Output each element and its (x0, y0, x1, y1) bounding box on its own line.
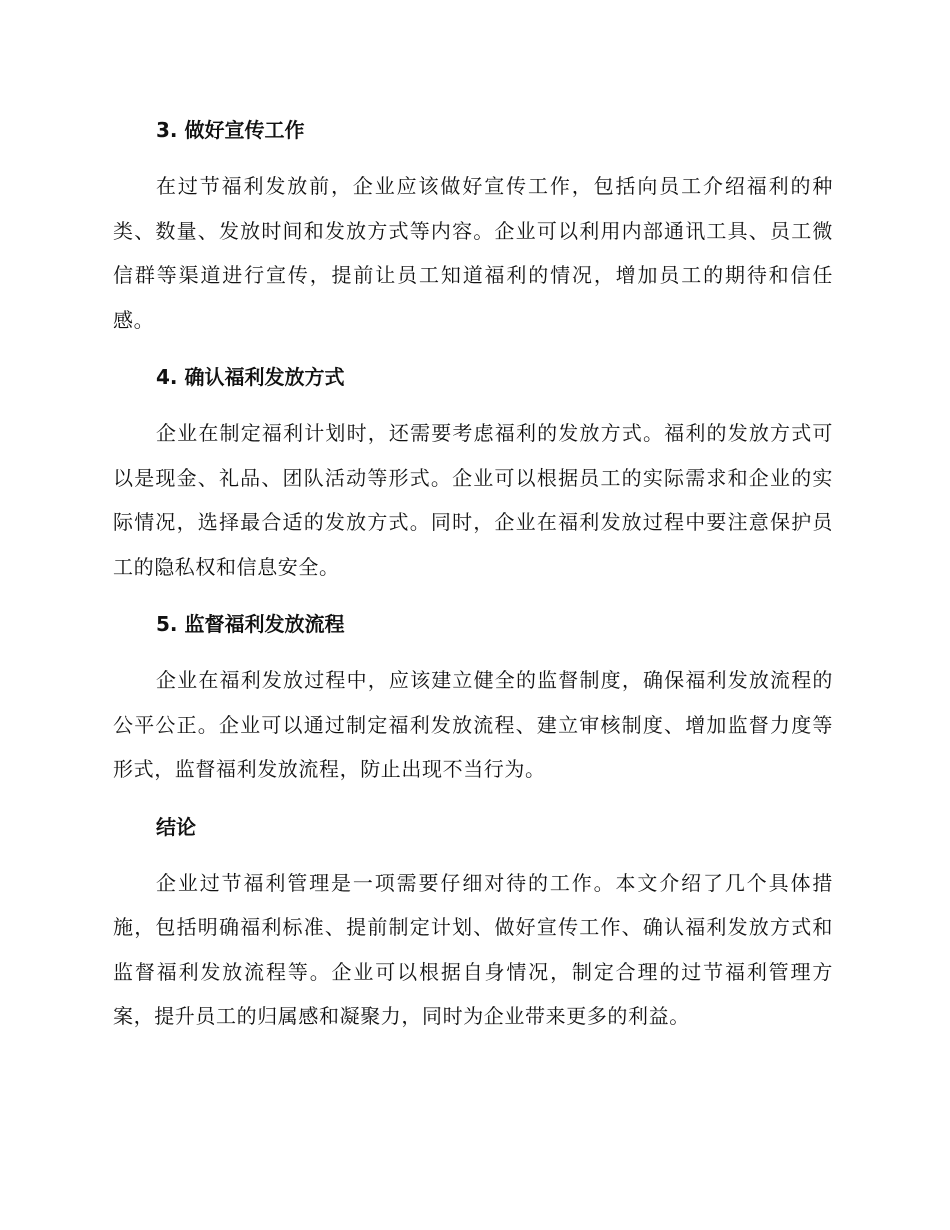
section-heading-distribution-method: 4. 确认福利发放方式 (156, 365, 345, 389)
section-paragraph-distribution-method: 企业在制定福利计划时，还需要考虑福利的发放方式。福利的发放方式可以是现金、礼品、团队活动等形式。企业可以根据员工的实际需求和企业的实际情况，选择最合适的发放方式。同时，企业在福利发放过程中要注意保护员工的隐私权和信息安全。 (113, 421, 833, 579)
section-paragraph-conclusion: 企业过节福利管理是一项需要仔细对待的工作。本文介绍了几个具体措施，包括明确福利标准、提前制定计划、做好宣传工作、确认福利发放方式和监督福利发放流程等。企业可以根据自身情况，制定合理的过节福利管理方案，提升员工的归属感和凝聚力，同时为企业带来更多的利益。 (113, 870, 833, 1028)
section-paragraph-publicity: 在过节福利发放前，企业应该做好宣传工作，包括向员工介绍福利的种类、数量、发放时间和发放方式等内容。企业可以利用内部通讯工具、员工微信群等渠道进行宣传，提前让员工知道福利的情况，增加员工的期待和信任感。 (113, 174, 833, 332)
section-heading-supervision: 5. 监督福利发放流程 (156, 612, 345, 636)
section-heading-publicity: 3. 做好宣传工作 (156, 118, 305, 142)
document-body (113, 108, 833, 1052)
section-heading-conclusion: 结论 (156, 814, 196, 839)
section-paragraph-supervision: 企业在福利发放过程中，应该建立健全的监督制度，确保福利发放流程的公平公正。企业可以通过制定福利发放流程、建立审核制度、增加监督力度等形式，监督福利发放流程，防止出现不当行为。 (113, 668, 833, 781)
